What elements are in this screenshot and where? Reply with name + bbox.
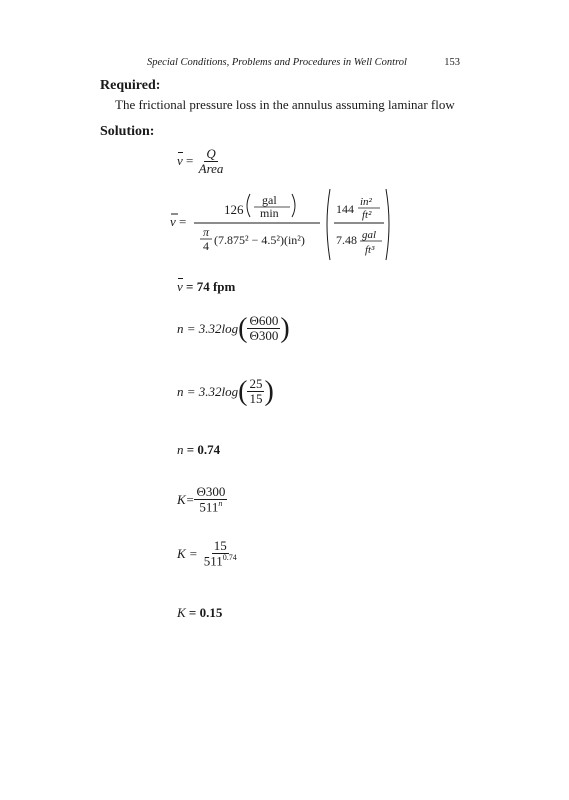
dial-value-600: 25 <box>249 376 263 391</box>
consistency-lhs: K= <box>177 491 195 507</box>
unit-min: min <box>260 206 279 220</box>
unit-in-squared: in² <box>360 196 372 208</box>
pi-symbol: π <box>203 225 210 239</box>
flow-rate-symbol: Q <box>206 146 216 161</box>
velocity-symbol: v <box>177 152 183 168</box>
flow-rate-value: 126 <box>224 202 244 217</box>
diameter-expression: (7.875² − 4.5²)(in²) <box>214 233 305 247</box>
required-heading: Required: <box>100 78 161 93</box>
dial-value-300: 15 <box>213 538 227 553</box>
page-number: 153 <box>444 57 460 68</box>
running-title: Special Conditions, Problems and Procedures in Well Control <box>147 57 407 68</box>
dial-value-ratio <box>247 377 264 407</box>
flow-index-value: = 0.74 <box>186 442 221 457</box>
unit-ft-cubed: ft³ <box>365 244 375 256</box>
velocity-formula: v = $\frac{Q}{\text{Area}}$ <box>177 146 224 177</box>
velocity-value: = 74 fpm <box>186 279 236 294</box>
consistency-index-substitution <box>177 539 239 569</box>
running-header <box>147 57 460 68</box>
svg-text:=: = <box>179 214 187 229</box>
consistency-value: = 0.15 <box>188 605 223 620</box>
conversion-coefficient-748: 7.48 <box>336 233 357 247</box>
exponent-value: 0.74 <box>222 553 237 563</box>
flow-index-symbol: n <box>177 442 184 457</box>
dial-reading-600: Θ600 <box>249 313 279 328</box>
required-text: The frictional pressure loss in the annulus assuming laminar flow <box>115 97 455 112</box>
dial-reading-ratio <box>247 314 280 344</box>
consistency-symbol: K <box>177 605 186 620</box>
flow-index-result <box>177 442 220 458</box>
consistency-index-formula <box>177 485 227 515</box>
exponent-n: n <box>218 499 223 509</box>
dial-reading-300: Θ300 <box>196 484 226 499</box>
flow-index-lhs: n = 3.32log <box>177 383 239 399</box>
pi-divisor: 4 <box>203 239 209 253</box>
velocity-substitution <box>170 186 410 268</box>
dial-reading-300: Θ300 <box>249 328 279 344</box>
base-511: 511 <box>199 499 219 515</box>
unit-gal-conversion: gal <box>362 229 377 241</box>
consistency-value-denominator <box>202 554 239 569</box>
velocity-symbol: v <box>170 214 176 229</box>
flow-index-formula: n = 3.32log ( $\frac{\Theta 600}{\Theta 300}$ ) <box>177 312 290 344</box>
conversion-coefficient-144: 144 <box>336 202 354 216</box>
unit-gal: gal <box>262 193 277 207</box>
velocity-fraction <box>197 147 226 177</box>
consistency-index-result <box>177 605 222 621</box>
solution-heading: Solution: <box>100 124 155 139</box>
dial-value-300: 15 <box>249 391 263 407</box>
flow-index-substitution: n = 3.32log ( $\frac{25}{15}$ ) <box>177 375 274 407</box>
consistency-denominator <box>197 500 224 515</box>
velocity-symbol: v <box>177 279 183 294</box>
flow-index-lhs: n = 3.32log <box>177 320 239 336</box>
area-symbol: Area <box>198 161 224 177</box>
unit-ft-squared: ft² <box>362 209 372 221</box>
base-511: 511 <box>203 553 223 569</box>
consistency-lhs: K = <box>177 545 198 561</box>
velocity-result <box>177 279 235 295</box>
consistency-fraction <box>194 485 227 515</box>
consistency-value-fraction <box>202 539 239 569</box>
